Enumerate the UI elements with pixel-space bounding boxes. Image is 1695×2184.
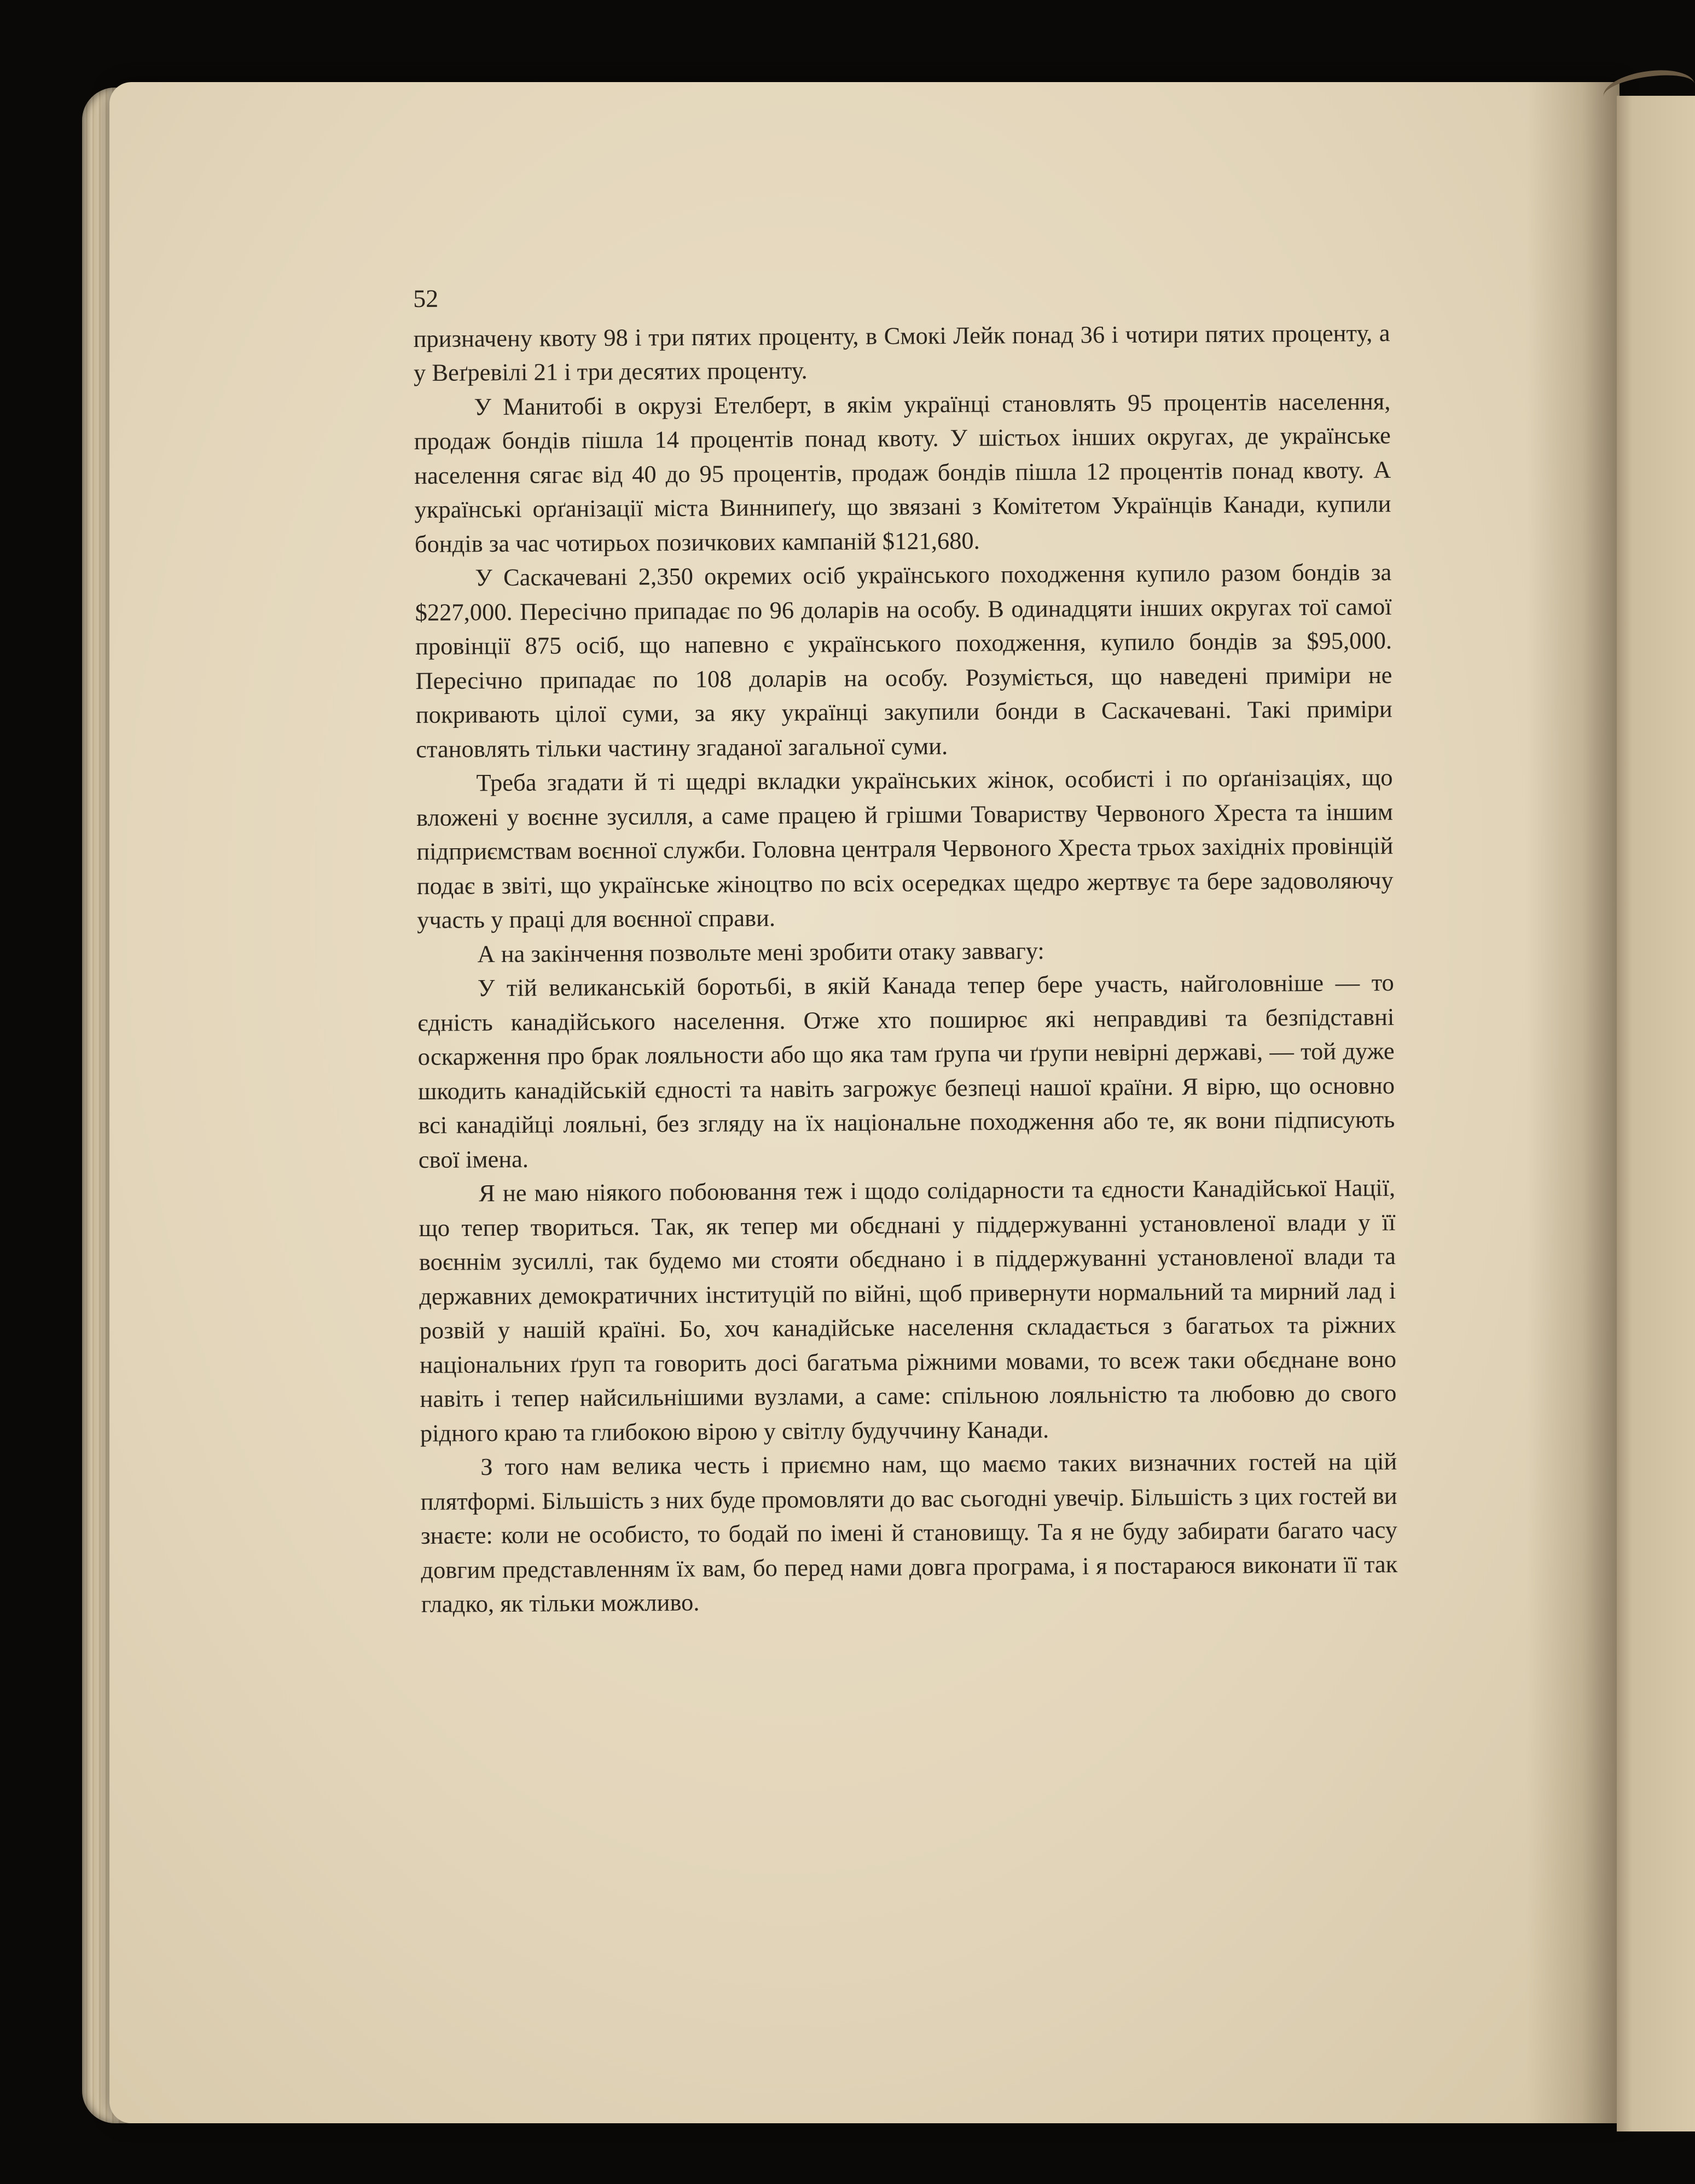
paragraph-8: З того нам велика честь і приємно нам, що маємо таких визначних гостей на цій плятформі. Більшість з них буде промовляти до вас сьогодні увечір. Більшість з цих гостей ви знаєте: коли не особисто, то бодай по імені й становищу. Та я не буду забирати багато часу довгим представленням їх вам, бо перед нами довга програма, і я постараюся виконати її так гладко, як тільки можливо. — [420, 1447, 1398, 1618]
page-number: 52 — [413, 284, 439, 312]
facing-page-edge — [1617, 96, 1695, 2131]
paragraph-2: У Манитобі в окрузі Етелберт, в якім українці становлять 95 процентів населення, продаж бондів пішла 14 процентів понад квоту. У шістьох інших округах, де українське населення сягає від 40 до 95 процентів, продаж бондів пішла 12 процентів понад квоту. А українські орґанізації міста Виннипеґу, що звязані з Комітетом Українців Канади, купили бондів за час чотирьох позичкових кампаній $121,680. — [414, 387, 1391, 558]
paragraph-5: А на закінчення позвольте мені зробити отаку заввагу: — [477, 936, 1044, 968]
paragraph-6: У тій великанській боротьбі, в якій Канада тепер бере участь, найголовніше — то єдність канадійського населення. Отже хто поширює які неправдиві та безпідставні оскарження про брак лояльности або що яка там ґрупа чи ґрупи невірні державі, — той дуже шкодить канадійській єдності та навіть загрожує безпеці нашої країни. Я вірю, що основно всі канадійці лояльні, без згляду на їх національне походження або те, як вони підписують свої імена. — [417, 969, 1395, 1173]
paragraph-7: Я не маю ніякого побоювання теж і щодо солідарности та єдности Канадійської Нації, що тепер твориться. Так, як тепер ми обєднані у піддержуванні установленої влади у її воєннім зусиллі, так будемо ми стояти обєднано і в піддержуванні установленої влади та державних демократичних інституцій по війні, щоб привернути нормальний та мирний лад і розвій у нашій країні. Бо, хоч канадійське населення складається з багатьох та ріжних національних ґруп та говорить досі багатьма ріжними мовами, то всеж таки обєднане воно навіть і тепер найсильнішими вузлами, а саме: спільною лояльністю та любовю до свого рідного краю та глибокою вірою у світлу будуччину Канади. — [419, 1174, 1397, 1447]
paragraph-1: призначену квоту 98 і три пятих проценту, в Смокі Лейк понад 36 і чотири пятих проценту, а у Веґревілі 21 і три десятих проценту. — [413, 318, 1390, 386]
paragraph-3: У Саскачевані 2,350 окремих осіб українського походження купило разом бондів за $227,000. Пересічно припадає по 96 доларів на особу. В одинадцяти інших округах тої самої провінції 875 осіб, що напевно є українського походження, купило бондів за $95,000. Пересічно припадає по 108 доларів на особу. Розуміється, що наведені приміри не покривають цілої суми, за яку українці закупили бонди в Саскачевані. Такі приміри становлять тільки частину згаданої загальної суми. — [415, 558, 1392, 763]
page-text-block — [413, 276, 1398, 1621]
paragraph-4: Треба згадати й ті щедрі вкладки українських жінок, особисті і по орґанізаціях, що вложені у воєнне зусилля, а саме працею й грішми Товариству Червоного Хреста та іншим підприємствам воєнної служби. Головна централя Червоного Хреста трьох західніх провінцій подає в звіті, що українське жіноцтво по всіх осередках щедро жертвує та бере задоволяючу участь у праці для воєнної справи. — [416, 763, 1394, 934]
page-gutter-shadow — [1526, 82, 1619, 2123]
